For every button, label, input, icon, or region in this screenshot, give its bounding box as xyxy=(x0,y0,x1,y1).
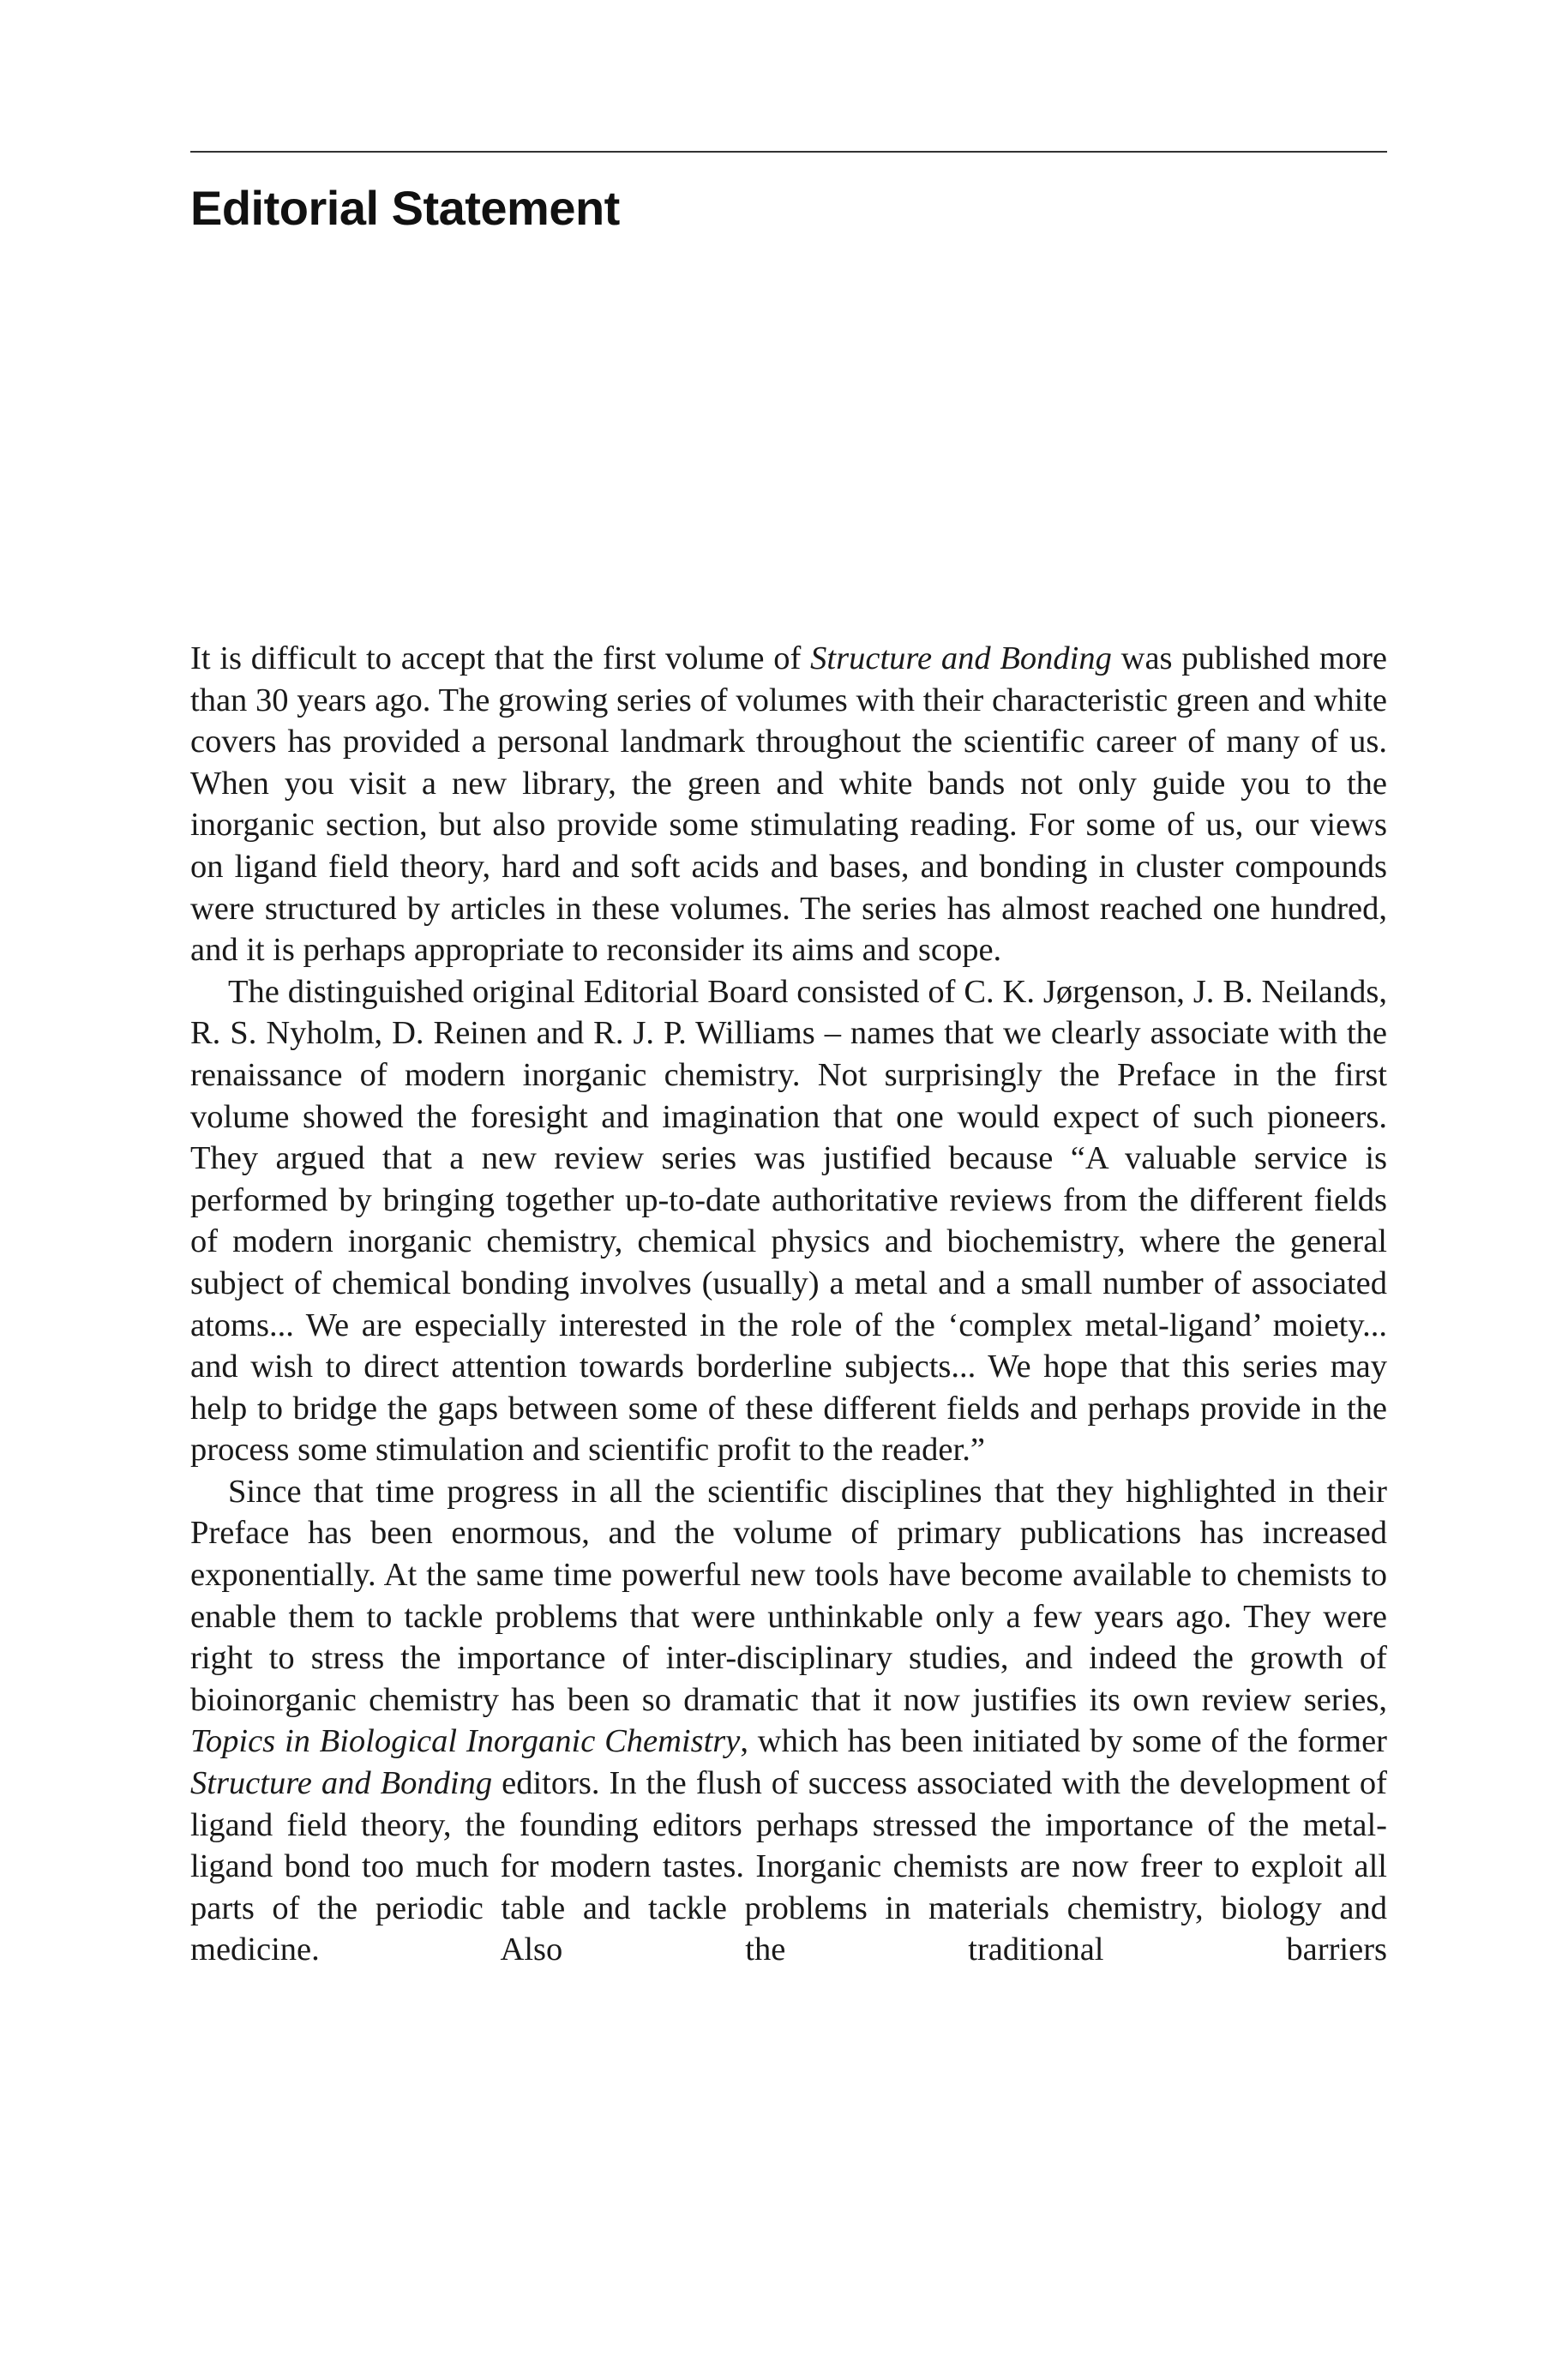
series-title-structure-and-bonding: Structure and Bonding xyxy=(810,640,1112,676)
paragraph-1-text-b: was published more than 30 years ago. The growing series of volumes with their characteristic green and white covers has provided a personal landmark throughout the scientific career of many of us. When you visit a new library, the green and white bands not only guide you to the inorganic section, but also provide some stimulating reading. For some of us, our views on ligand field theory, hard and soft acids and bases, and bonding in cluster compounds were structured by articles in these volumes. The series has almost reached one hundred, and it is perhaps appropriate to reconsider its aims and scope. xyxy=(190,640,1387,969)
series-title-topics-in-biological-inorganic-chemistry: Topics in Biological Inorganic Chemistry xyxy=(190,1723,741,1760)
paragraph-1-text-a: It is difficult to accept that the first volume of xyxy=(190,640,811,676)
paragraph-3 xyxy=(190,1471,1387,1971)
paragraph-3-text-a: Since that time progress in all the scientific disciplines that they highlighted in their Preface has been enormous, and the volume of primary publications has increased exponentially. At the same time powerful new tools have become available to chemists to enable them to tackle problems that were unthinkable only a few years ago. They were right to stress the importance of inter-disciplinary studies, and indeed the growth of bioinorganic chemistry has been so dramatic that it now justifies its own review series, xyxy=(190,1473,1387,1718)
paragraph-1 xyxy=(190,638,1387,971)
paragraph-3-text-c: editors. In the flush of success associated with the development of ligand field theory, the founding editors perhaps stressed the importance of the metal-ligand bond too much for modern tastes. Inorganic chemists are now freer to exploit all parts of the periodic table and tackle problems in materials chemistry, biology and medicine. Also the traditional barriers xyxy=(190,1765,1387,1968)
series-title-structure-and-bonding-2: Structure and Bonding xyxy=(190,1765,493,1802)
page-title: Editorial Statement xyxy=(190,181,620,235)
body-text xyxy=(190,638,1387,1971)
paragraph-2: The distinguished original Editorial Board consisted of C. K. Jørgenson, J. B. Neilands, R. S. Nyholm, D. Reinen and R. J. P. Williams – names that we clearly associate with the renaissance of modern inorganic chemistry. Not surprisingly the Preface in the first volume showed the foresight and imagination that one would expect of such pioneers. They argued that a new review series was justified because “A valuable service is performed by bringing together up-to-date authoritative reviews from the different fields of modern inorganic chemistry, chemical physics and biochemistry, where the general subject of chemical bonding involves (usually) a metal and a small number of associated atoms... We are especially interested in the role of the ‘complex metal-ligand’ moiety... and wish to direct attention towards borderline subjects... We hope that this series may help to bridge the gaps between some of these different fields and perhaps provide in the process some stimulation and scientific profit to the reader.” xyxy=(190,973,1387,1469)
paragraph-3-text-b: , which has been initiated by some of the former xyxy=(740,1723,1387,1760)
top-rule xyxy=(190,151,1387,153)
